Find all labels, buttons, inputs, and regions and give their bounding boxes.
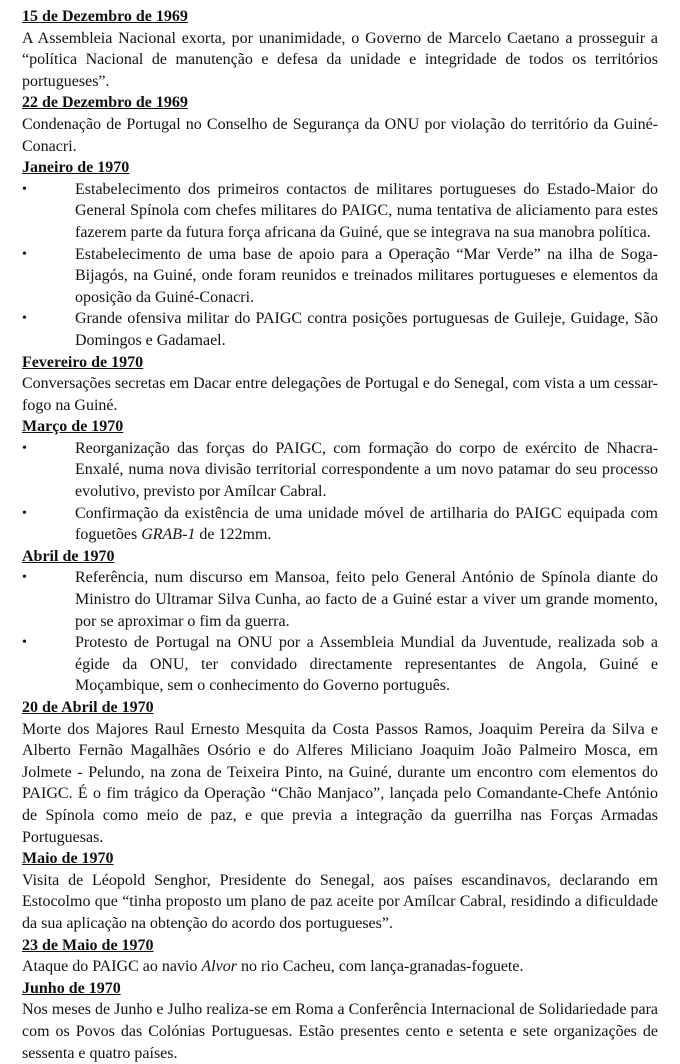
entry-date: 23 de Maio de 1970	[22, 936, 154, 954]
list-item-text: Grande ofensiva militar do PAIGC contra posições portuguesas de Guileje, Guidage, São Domingos e Gadamael.	[75, 310, 658, 349]
entry-date: Abril de 1970	[22, 547, 115, 565]
entry-1970-06	[22, 978, 658, 1064]
entry-1970-02	[22, 352, 658, 417]
list-item-text: Reorganização das forças do PAIGC, com formação do corpo de exército de Nhacra-Enxalé, numa nova divisão territorial correspondente a um novo patamar do seu processo evolutivo, previsto por Amílcar Cabral.	[75, 439, 658, 501]
entry-date: Junho de 1970	[22, 979, 121, 997]
entry-1970-05-23	[22, 935, 658, 978]
weapon-name: GRAB-1	[141, 526, 196, 544]
list-item-text: Referência, num discurso em Mansoa, feito pelo General António de Spínola diante do Ministro do Ultramar Silva Cunha, ao facto de a Guiné estar a viver um grande momento, por se aproximar o fim da guerra.	[75, 569, 658, 630]
list-item-text-after: de 122mm.	[195, 526, 272, 544]
list-item	[22, 179, 658, 244]
bullet-list	[22, 438, 658, 546]
entry-1970-05	[22, 848, 658, 934]
entry-date: 15 de Dezembro de 1969	[22, 8, 188, 25]
entry-text: Visita de Léopold Senghor, Presidente do Senegal, aos países escandinavos, declarando em Estocolmo que “tinha proposto um plano de paz aceite por Amílcar Cabral, residindo a dificuldade da sua aplicação na obtenção do acordo dos portugueses”.	[22, 871, 658, 932]
entry-date: 20 de Abril de 1970	[22, 699, 154, 716]
entry-date: Janeiro de 1970	[22, 159, 130, 177]
entry-text: Nos meses de Junho e Julho realiza-se em Roma a Conferência Internacional de Solidariedade para com os Povos das Colónias Portuguesas. Estão presentes cento e setenta e sete organizações de sessenta e quatro países.	[22, 1001, 658, 1062]
bullet-icon: •	[22, 246, 27, 262]
list-item	[22, 632, 658, 697]
entry-text-after: no rio Cacheu, com lança-granadas-foguete.	[236, 958, 524, 976]
entry-text: Condenação de Portugal no Conselho de Segurança da ONU por violação do território da Guiné-Conacri.	[22, 115, 658, 155]
entry-1970-04-20	[22, 697, 658, 848]
entry-1969-12-15	[22, 6, 658, 92]
entry-text-before: Ataque do PAIGC ao navio	[22, 958, 202, 976]
entry-date: Fevereiro de 1970	[22, 353, 144, 371]
entry-text: Conversações secretas em Dacar entre delegações de Portugal e do Senegal, com vista a um cessar-fogo na Guiné.	[22, 375, 658, 414]
entry-date: 22 de Dezembro de 1969	[22, 94, 188, 112]
bullet-icon: •	[22, 505, 27, 521]
entry-1970-01	[22, 157, 658, 351]
ship-name: Alvor	[201, 958, 237, 976]
list-item-text-before: Confirmação da existência de uma unidade móvel de artilharia do PAIGC equipada com foguetões	[75, 504, 658, 544]
list-item-text: Protesto de Portugal na ONU por a Assembleia Mundial da Juventude, realizada sob a égide da ONU, ter convidado directamente representantes de Angola, Guiné e Moçambique, sem o conhecimento do Governo português.	[75, 634, 658, 695]
entry-text: A Assembleia Nacional exorta, por unanimidade, o Governo de Marcelo Caetano a prosseguir a “política Nacional de manutenção e defesa da unidade e integridade de todos os territórios portugueses”.	[22, 29, 658, 90]
list-item-text: Estabelecimento dos primeiros contactos de militares portugueses do Estado-Maior do General Spínola com chefes militares do PAIGC, numa tentativa de aliciamento para estes fazerem parte da futura força africana da Guiné, que se integrava na sua manobra política.	[75, 180, 658, 241]
list-item	[22, 308, 658, 351]
bullet-icon: •	[22, 440, 27, 456]
bullet-icon: •	[22, 311, 27, 327]
list-item-text: Estabelecimento de uma base de apoio para a Operação “Mar Verde” na ilha de Soga-Bijagós, na Guiné, onde foram reunidos e treinados militares portugueses e elementos da oposição da Guiné-Conacri.	[75, 245, 658, 306]
bullet-icon: •	[22, 635, 27, 651]
bullet-list	[22, 179, 658, 352]
entry-1970-03	[22, 416, 658, 546]
entry-1970-04	[22, 546, 658, 697]
entry-text	[22, 956, 658, 978]
entry-date: Março de 1970	[22, 418, 124, 436]
list-item	[22, 438, 658, 503]
entry-1969-12-22	[22, 92, 658, 157]
bullet-icon: •	[22, 181, 27, 197]
list-item	[22, 244, 658, 309]
bullet-list	[22, 567, 658, 697]
entry-text: Morte dos Majores Raul Ernesto Mesquita da Costa Passos Ramos, Joaquim Pereira da Silva e Alberto Fernão Magalhães Osório e do Alferes Miliciano Joaquim João Palmeiro Mosca, em Jolmete - Pelundo, na zona de Teixeira Pinto, na Guiné, durante um encontro com elementos do PAIGC. É o fim trágico da Operação “Chão Manjaco”, lançada pelo Comandante-Chefe António de Spínola como meio de paz, e que previa a integração da guerrilha nas Forças Armadas Portuguesas.	[22, 720, 658, 846]
bullet-icon: •	[22, 570, 27, 586]
list-item	[22, 567, 658, 632]
entry-date: Maio de 1970	[22, 850, 114, 868]
list-item	[22, 503, 658, 546]
